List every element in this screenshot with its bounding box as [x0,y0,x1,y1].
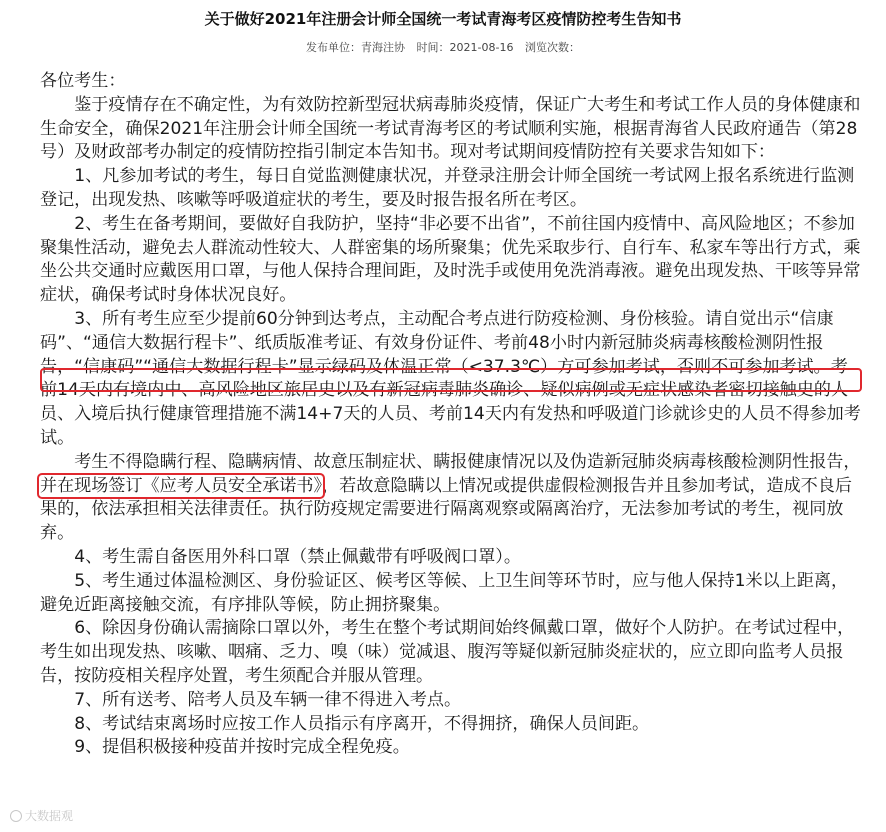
notice-title: 关于做好2021年注册会计师全国统一考试青海考区疫情防控考生告知书 [204,10,682,28]
undertaking-paragraph [40,451,862,546]
item-1-paragraph: 1、凡参加考试的考生，每日自觉监测健康状况，并登录注册会计师全国统一考试网上报名系统进行监测登记，出现发热、咳嗽等呼吸道症状的考生，要及时报告报名所在考区。 [40,166,855,210]
time-label: 时间： [416,41,450,54]
watermark-text: 大数据观 [25,809,74,823]
undertaking-highlight: 并在现场签订《应考人员安全承诺书》 [40,475,323,496]
greeting: 各位考生： [40,71,126,91]
undertaking-text-after: ，若故意隐瞒以上情况或提供虚假检测报告并且参加考试，造成不良后果的，依法承担相关法律责任。执行防疫规定需要进行隔离观察或隔离治疗，无法参加考试的考生，视同放弃。 [40,475,852,544]
publisher-label: 发布单位： [306,41,362,54]
notice-meta [0,40,886,56]
item-2-paragraph: 2、考生在备考期间，要做好自我防护，坚持“非必要不出省”，不前往国内疫情中、高风险地区；不参加聚集性活动，避免去人群流动性较大、人群密集的场所聚集；优先采取步行、自行车、私家车等出行方式，乘坐公共交通时应戴医用口罩，与他人保持合理间距，及时洗手或使用免洗消毒液。避免出现发热、干咳等异常症状，确保考试时身体状况良好。 [40,213,861,306]
publish-time: 2021-08-16 [449,41,514,54]
item-8-paragraph: 8、考试结束离场时应按工作人员指示有序离开，不得拥挤，确保人员间距。 [74,713,650,734]
item-3-paragraph: 3、所有考生应至少提前60分钟到达考点，主动配合考点进行防疫检测、身份核验。请自觉出示“信康码”、“通信大数据行程卡”、纸质版准考证、有效身份证件、考前48小时内新冠肺炎病毒核酸检测阴性报告，“信康码”“通信大数据行程卡”显示绿码及体温正常（<37.3℃）方可参加考试，否则不可参加考试。考前14天内有境内中、高风险地区旅居史以及有新冠病毒肺炎确诊、疑似病例或无症状感染者密切接触史的人员、入境后执行健康管理措施不满14+7天的人员、考前14天内有发热和呼吸道门诊就诊史的人员不得参加考试。 [40,308,861,448]
notice-body [40,70,862,760]
item-5-paragraph: 5、考生通过体温检测区、身份验证区、候考区等候、上卫生间等环节时，应与他人保持1米以上距离，避免近距离接触交流，有序排队等候，防止拥挤聚集。 [40,570,849,615]
watermark-logo-icon [10,810,22,822]
item-6-paragraph: 6、除因身份确认需摘除口罩以外，考生在整个考试期间始终佩戴口罩，做好个人防护。在考试过程中，考生如出现发热、咳嗽、咽痛、乏力、嗅（味）觉减退、腹泻等疑似新冠肺炎症状的，应立即向监考人员报告，按防疫相关程序处置，考生须配合并服从管理。 [40,618,855,686]
item-7-paragraph: 7、所有送考、陪考人员及车辆一律不得进入考点。 [74,689,462,710]
publisher-link[interactable]: 青海注协 [361,41,406,54]
item-4-paragraph: 4、考生需自备医用外科口罩（禁止佩戴带有呼吸阀口罩）。 [74,546,521,567]
views-label: 浏览次数： [524,41,580,54]
intro-paragraph: 鉴于疫情存在不确定性，为有效防控新型冠状病毒肺炎疫情，保证广大考生和考试工作人员的身体健康和生命安全，确保2021年注册会计师全国统一考试青海考区的考试顺利实施，根据青海省人民政府通告（第28号）及财政部考办制定的疫情防控指引制定本告知书。现对考试期间疫情防控有关要求告知如下： [40,94,861,163]
undertaking-text-before: 考生不得隐瞒行程、隐瞒病情、故意压制症状、瞒报健康情况以及伪造新冠肺炎病毒核酸检测阴性报告， [74,451,861,472]
item-9-paragraph: 9、提倡积极接种疫苗并按时完成全程免疫。 [74,737,410,758]
watermark [10,808,73,824]
